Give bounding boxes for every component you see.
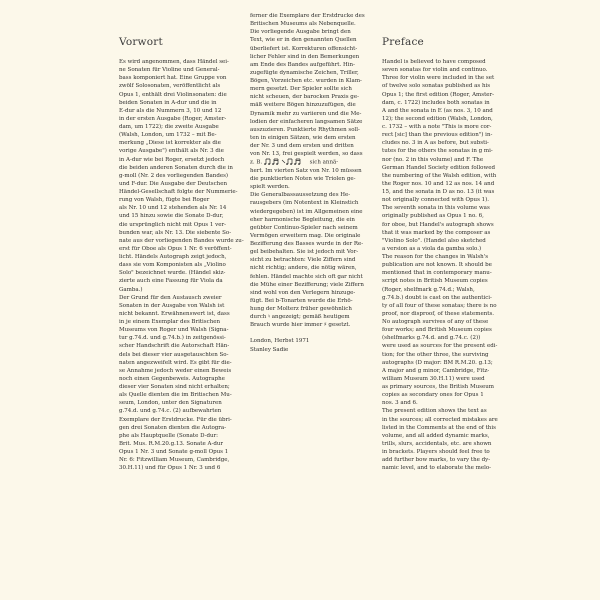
text-line: The seventh sonata in this volume was (382, 205, 490, 212)
text-line: beiden Sonaten in A-dur und die in (119, 99, 217, 106)
text-line-music-example (250, 158, 365, 167)
text-line: als Quelle dienten die im Britischen Mu- (119, 392, 232, 399)
text-line: die ursprünglich nicht mit Opus 1 ver- (119, 221, 226, 228)
text-line: fügt. Bei b-Tonarten wurde die Erhö- (250, 297, 353, 304)
text-line: eher harmonische Begleitung, die ein (250, 216, 355, 223)
text-line: noch einen Gegenbeweis. Autographe (119, 375, 225, 382)
text-line: four works; and British Museum copies (382, 327, 492, 334)
text-line: Three for violin were included in the set (382, 75, 495, 82)
text-line: for oboe, but Handel's autograph shows (382, 221, 494, 228)
text-line: dass sie vom Komponisten als „Violino (119, 262, 226, 269)
text-line: (Walsh, London, um 1732 – mit Be- (119, 132, 217, 139)
text-line: Handel is believed to have composed (382, 59, 486, 65)
text-line: were used as sources for the present edi- (382, 343, 498, 350)
text-line: g-moll (Nr. 2 des vorliegenden Bandes) (119, 172, 229, 179)
text-line: nate aus der vorliegenden Bandes wurde zu- (119, 237, 244, 244)
text-line: überliefert ist. Korrekturen offensicht- (250, 45, 358, 52)
text-line: trills, slurs, accidentals, etc. are shown (382, 440, 492, 447)
text-line: 15, and the sonata in D as no. 13 (it was (382, 189, 495, 195)
text-line: zugefügte dynamische Zeichen, Triller, (250, 69, 359, 76)
text-line: phe als Hauptquelle (Sonate D-dur: (119, 432, 219, 439)
paragraph-gap (250, 329, 365, 337)
text-line: nos. 3 and 6. (382, 400, 418, 407)
text-line: Museums von Roger und Walsh (Signa- (119, 327, 229, 334)
text-line: rect [sic] than the previous edition") in- (382, 132, 493, 139)
text-line: Brit. Mus. R.M.20.g.13. Sonate A-dur (119, 440, 224, 447)
text-line: zwölf Solosonaten, veröffentlicht als (119, 83, 221, 90)
text-line: bunden war, als Nr. 13. Die siebente So- (119, 229, 232, 236)
text-line: Gamba.) (119, 286, 143, 293)
text-line: Text, wie er in den genannten Quellen (250, 37, 357, 44)
text-line: Die Generalbassaussetzung des He- (250, 192, 351, 199)
text-line: mern gesetzt. Der Spieler sollte sich (250, 86, 352, 93)
text-line: mentioned that in contemporary manu- (382, 270, 492, 277)
text-line: A major and g minor, Cambridge, Fitz- (382, 367, 490, 374)
text-line: publication are not known. It should be (382, 262, 492, 269)
text-line: Exemplare der Erstdrucke. Für die übri- (119, 416, 232, 423)
text-line: william Museum 30.H.11) were used (382, 375, 485, 382)
german-heading: Vorwort (119, 36, 163, 48)
text-line: nor (no. 2 in this volume) and F. The (382, 156, 484, 163)
english-heading: Preface (382, 36, 424, 48)
text-line: that it was marked by the composer as (382, 229, 491, 236)
text-line: g.74.d. und g.74.c. (2) aufbewahrten (119, 408, 222, 415)
text-line: ferner die Exemplare der Erstdrucke des (250, 13, 365, 19)
text-fragment: annä- (322, 159, 339, 166)
text-line: German Handel Society edition followed (382, 164, 495, 171)
text-line: licht. Händels Autograph zeigt jedoch, (119, 254, 227, 260)
text-line: tur g.74.d. und g.74.b.) in zeitgenössi- (119, 335, 226, 342)
text-line: Händel-Gesellschaft folgte der Nummerie- (119, 189, 238, 195)
text-line: und F-dur. Die Ausgabe der Deutschen (119, 180, 228, 187)
text-line: tutes for the others the sonatas in g mi- (382, 148, 493, 155)
text-line: add further bow marks, to vary the dy- (382, 457, 491, 464)
text-line: dam, c. 1722) includes both sonatas in (382, 99, 490, 106)
text-line: namic level, and to elaborate the melo- (382, 465, 492, 472)
german-column-1 (119, 58, 244, 472)
text-line: as primary sources, the British Museum (382, 384, 494, 390)
text-line: Opus 1; the first edition (Roger, Amster- (382, 91, 495, 98)
text-line: script notes in British Museum copies (382, 278, 488, 285)
text-line: dels bei dieser vier ausgetauschten So- (119, 351, 229, 358)
text-line: bass komponiert hat. Eine Gruppe von (119, 75, 227, 82)
text-line: Dynamik mehr zu variieren und die Me- (250, 110, 362, 117)
text-line: nicht richtig; andere, die nötig wären, (250, 265, 357, 272)
text-line: dieser vier Sonaten sind nicht erhalten; (119, 384, 230, 390)
text-line: scher Handschrift die Autorschaft Hän- (119, 343, 230, 350)
text-line: lodien der einfacheren langsamen Sätze (250, 118, 363, 125)
text-line: Vermögen erweitern mag. Die originale (250, 232, 361, 239)
text-line: originally published as Opus 1 no. 6, (382, 213, 484, 220)
text-line: Brauch wurde hier immer ♯ gesetzt. (250, 322, 351, 329)
text-line: gen drei Sonaten dienten die Autogra- (119, 424, 227, 431)
text-line: 12); the second edition (Walsh, London, (382, 115, 493, 122)
text-line: in je einem Exemplar des Britischen (119, 319, 221, 325)
text-line: vorige Ausgabe") enthält als Nr. 3 die (119, 148, 224, 155)
text-line: wiedergegeben) ist im Allgemeinen eine (250, 208, 363, 215)
text-line: volume, and all added dynamic marks, (382, 432, 490, 439)
text-line: No autograph survives of any of these (382, 319, 489, 325)
text-line: the Roger nos. 10 and 12 as nos. 14 and (382, 180, 495, 187)
text-line: the numbering of the Walsh edition, with (382, 172, 497, 179)
text-line: autographs (D major: BM R.M.20. g.13; (382, 359, 493, 366)
text-line: Der Grund für den Austausch zweier (119, 294, 222, 301)
text-line: von Nr. 13, frei gespielt werden, so dass (250, 151, 363, 158)
text-line: nicht scheuen, der barocken Praxis ge- (250, 94, 359, 101)
english-column (382, 58, 497, 472)
text-line: sind wohl von den Verlegern hinzuge- (250, 289, 356, 296)
text-line: und 15 hinzu sowie die Sonate D-dur, (119, 213, 224, 220)
text-line: A and the sonata in E (as nos. 3, 10 and (382, 107, 493, 114)
text-line: licher Fehler sind in den Bemerkungen (250, 53, 360, 60)
text-line: seven sonatas for violin and continuo. (382, 67, 488, 74)
text-line: naten angezweifelt wird. Es gibt für die- (119, 359, 232, 366)
text-line: not originally connected with Opus 1). (382, 197, 490, 204)
text-line: dam, um 1722); die zweite Ausgabe (119, 124, 219, 130)
text-line: Die vorliegende Ausgabe bringt den (250, 29, 351, 36)
text-line: hung der Molterz früher gewöhnlich (250, 306, 352, 312)
text-line: of twelve solo sonatas published as his (382, 83, 491, 90)
text-line: die beiden anderen Sonaten durch die in (119, 164, 233, 171)
german-column-2 (250, 12, 365, 354)
text-line: Bögen, Vorzeichen etc. wurden in Klam- (250, 78, 362, 84)
text-fragment: z. B. (250, 159, 264, 166)
text-line: ten in einigen Sätzen, wie dem ersten (250, 134, 356, 141)
text-line: seum, London, unter den Signaturen (119, 400, 222, 407)
text-line: durch ♮ angezeigt; gemäß heutigem (250, 314, 350, 321)
text-line: cludes no. 3 in A as before, but substi- (382, 140, 489, 147)
text-line: geübter Continuo-Spieler nach seinem (250, 224, 358, 231)
text-line: ty of all four of these sonatas; there is no (382, 302, 497, 309)
text-line: Opus 1 Nr. 3 und Sonate g-moll Opus 1 (119, 449, 229, 455)
text-line: "Violino Solo". (Handel also sketched (382, 237, 486, 244)
text-line: listed in the Comments at the end of this (382, 424, 496, 431)
text-line: fehlen. Händel machte sich oft gar nicht (250, 273, 363, 280)
text-line: E-dur als die Nummern 3, 10 und 12 (119, 107, 222, 114)
text-line: (Roger, shelfmark g.74.d.; Walsh, (382, 286, 475, 293)
text-line: rung von Walsh, fügte bei Roger (119, 197, 210, 204)
text-line: in the sources; all corrected mistakes are (382, 416, 498, 423)
text-line: c. 1732 – with a note "This is more cor- (382, 124, 492, 130)
text-line: auszuzieren. Punktierte Rhythmen soll- (250, 126, 360, 133)
text-line: Es wird angenommen, dass Händel sei- (119, 59, 229, 65)
text-line: Sonaten in der Ausgabe von Walsh ist (119, 302, 225, 309)
text-line: Bezifferung des Basses wurde in der Re- (250, 241, 364, 247)
text-line: erst für Oboe als Opus 1 Nr. 6 veröffent- (119, 245, 232, 252)
text-line: mäß weitere Bögen hinzuzufügen, die (250, 102, 356, 109)
text-line: in A-dur wie bei Roger, ersetzt jedoch (119, 156, 225, 163)
text-line: der Nr. 3 und dem ersten und dritten (250, 143, 354, 149)
text-line: (shelfmarks g.74.d. and g.74.c. (2)) (382, 335, 481, 342)
text-line: London, Herbst 1971 (250, 338, 310, 345)
text-line: rausgebers (im Notentext in Kleinstich (250, 200, 359, 207)
text-line: Stanley Sadie (250, 346, 289, 353)
text-line: 30.H.11) und für Opus 1 Nr. 3 und 6 (119, 465, 221, 472)
text-line: se Annahme jedoch weder einen Beweis (119, 367, 232, 374)
music-notation-icon (264, 158, 308, 166)
text-fragment: sich (307, 159, 323, 166)
text-line: nicht bekannt. Erwähnenswert ist, dass (119, 310, 230, 317)
text-line: merkung „Diese ist korrekter als die (119, 140, 221, 147)
text-line: The present edition shows the text as (382, 408, 487, 415)
text-line: ne Sonaten für Violine und General- (119, 67, 220, 74)
text-line: spielt werden. (250, 184, 290, 191)
text-line: Britischen Museums als Nebenquelle. (250, 21, 356, 28)
text-line: g.74.b.) doubt is cast on the authentici- (382, 294, 492, 301)
text-line: proof, nor disproof, of these statements. (382, 310, 495, 317)
text-line: Opus 1, enthält drei Violinsonaten: die (119, 91, 227, 98)
text-line: Solo" bezeichnet wurde. (Händel skiz- (119, 270, 226, 277)
text-line: Nr. 6: Fitzwilliam Museum, Cambridge, (119, 457, 230, 464)
text-line: sicht zu betrachten: Viele Ziffern sind (250, 257, 356, 264)
text-line: in der ersten Ausgabe (Roger, Amster- (119, 115, 227, 122)
text-line: tion; for the other three, the surviving (382, 351, 489, 358)
text-line: in brackets. Players should feel free to (382, 449, 490, 455)
text-line: zierte auch eine Fassung für Viola da (119, 278, 223, 285)
text-line: am Ende des Bandes aufgeführt. Hin- (250, 61, 355, 68)
text-line: die punktierten Noten wie Triolen ge- (250, 176, 356, 182)
text-line: The reason for the changes in Walsh's (382, 254, 489, 260)
text-line: gel beibehalten. Sie ist jedoch mit Vor- (250, 249, 359, 256)
text-line: als Nr. 10 und 12 stehenden als Nr. 14 (119, 205, 227, 212)
text-line: a version as a viola da gamba solo.) (382, 245, 482, 252)
text-line: copies as secondary ones for Opus 1 (382, 392, 484, 399)
text-line: die Mühe einer Bezifferung; viele Ziffern (250, 281, 364, 288)
text-line: hert. Im vierten Satz von Nr. 10 müssen (250, 167, 362, 174)
